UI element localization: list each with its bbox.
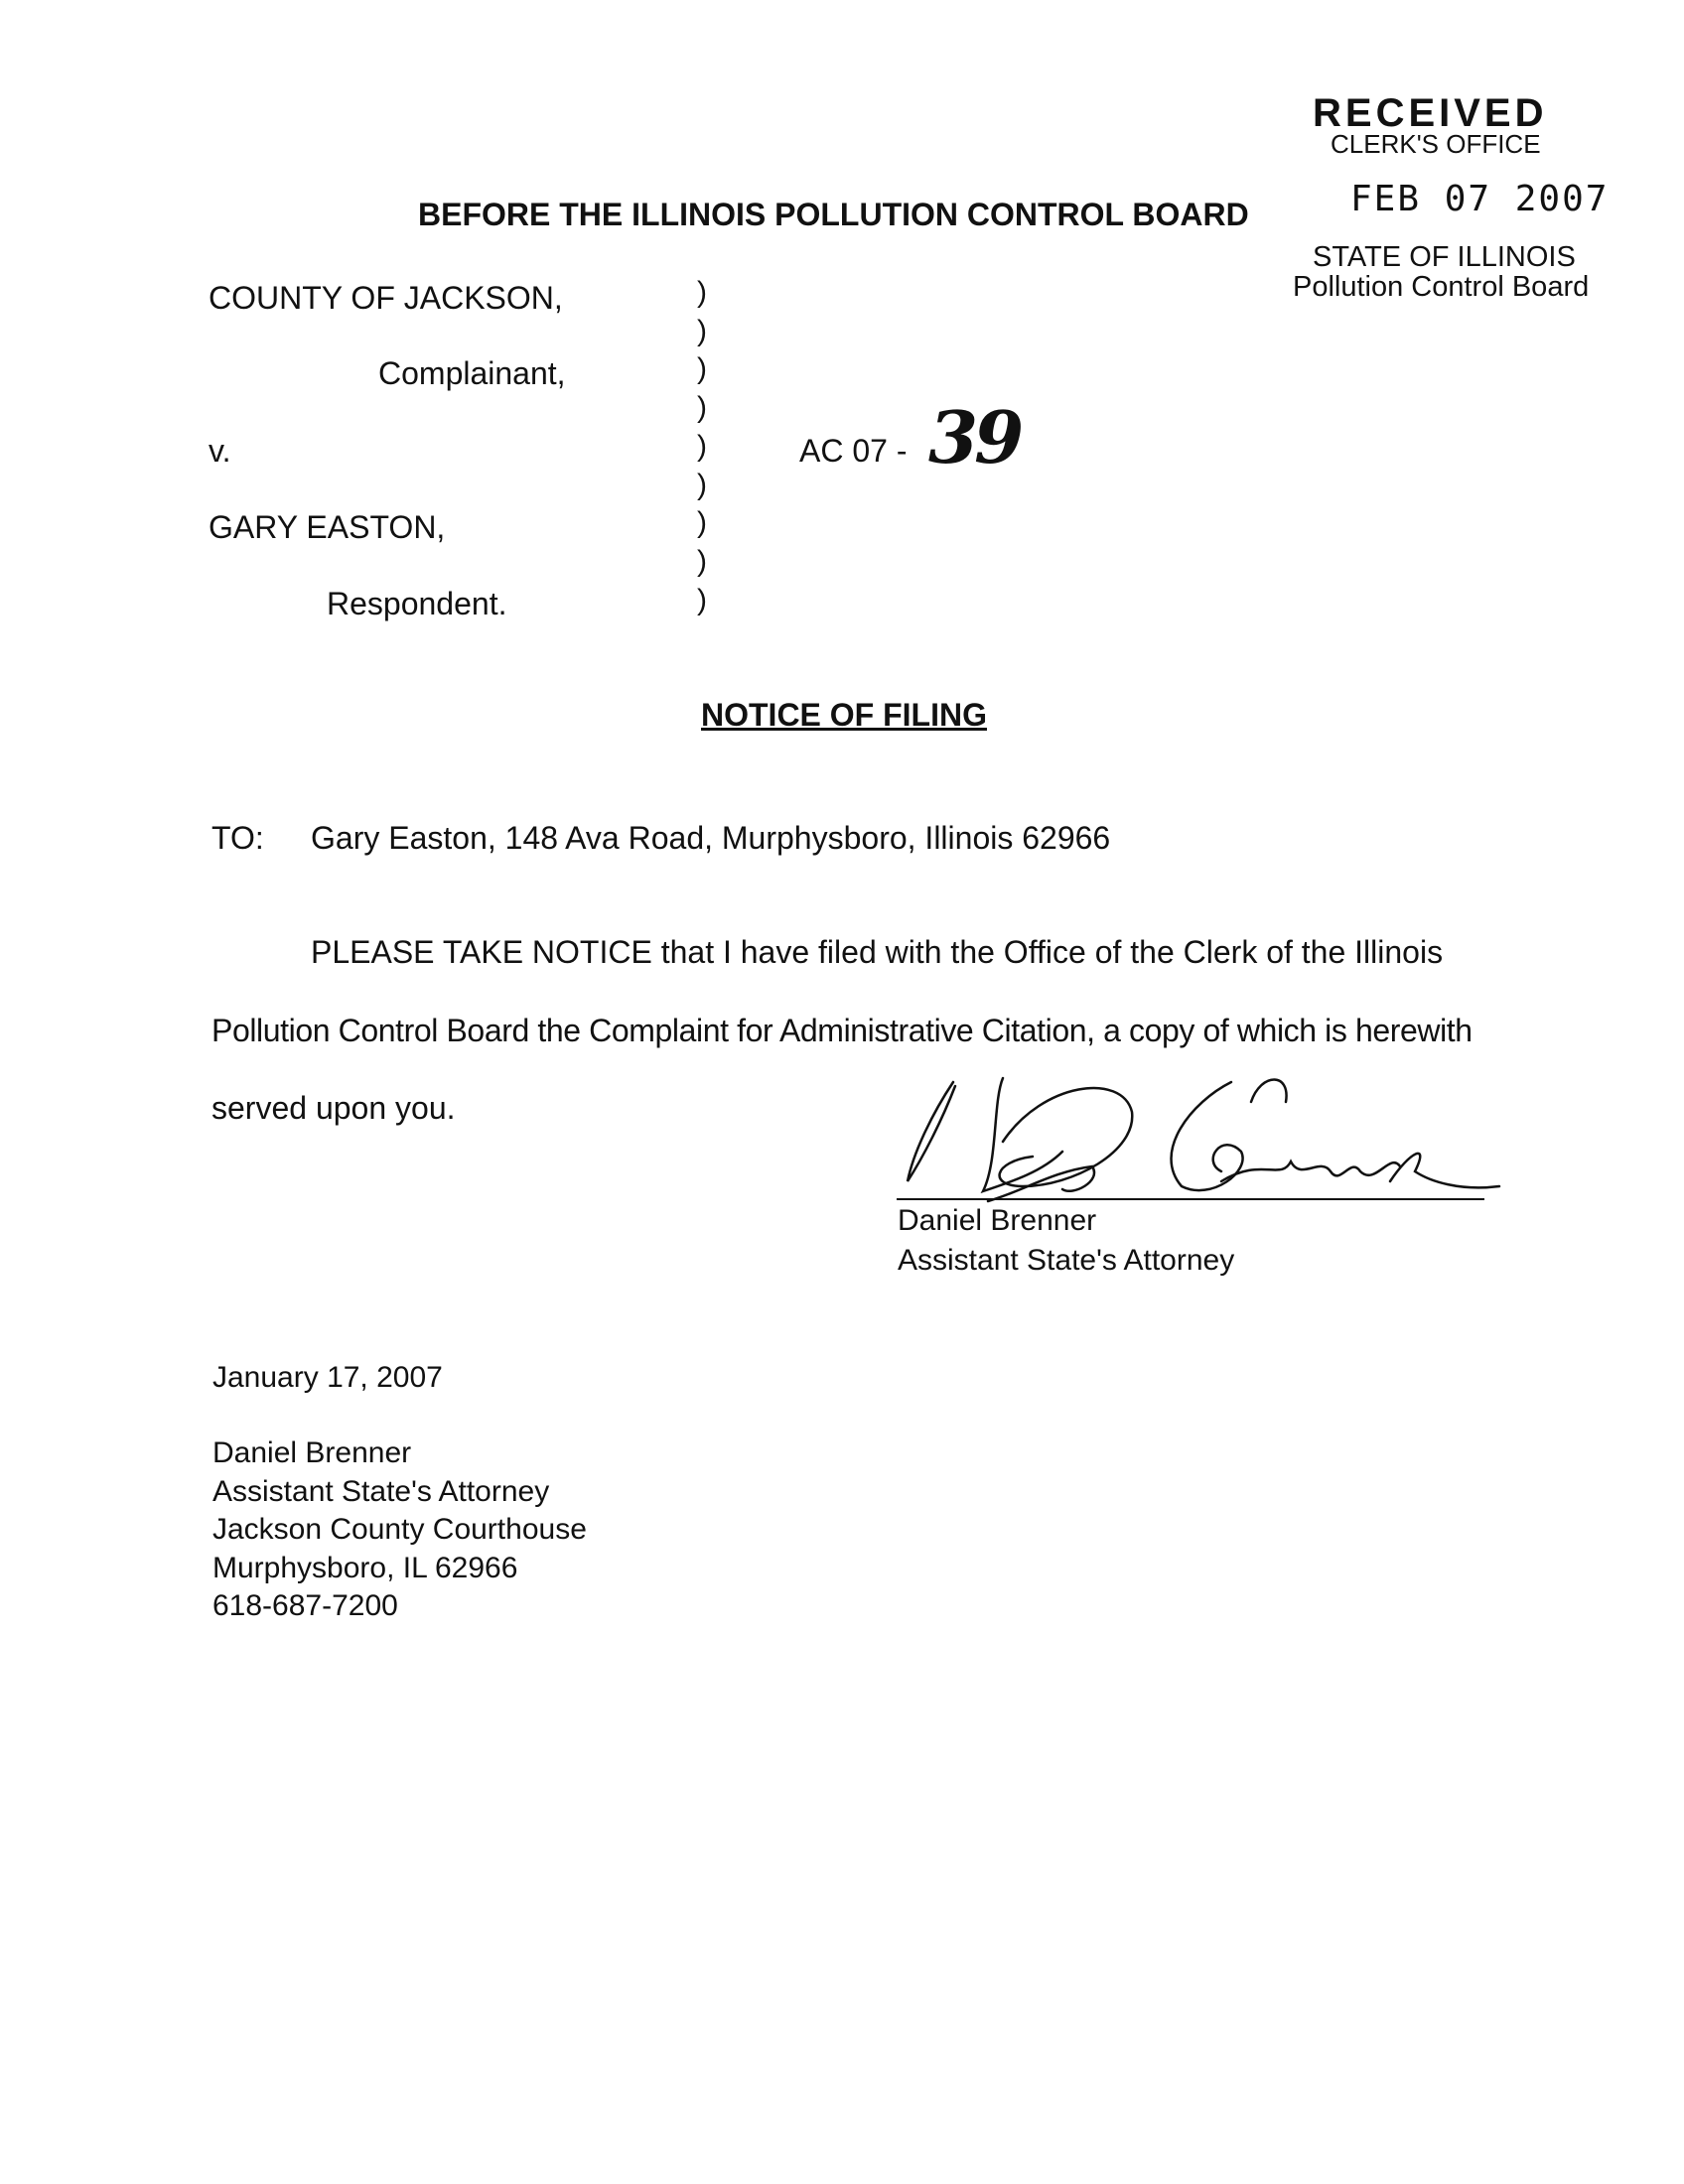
- case-number-handwritten: 39: [928, 395, 1021, 479]
- sender-title: Assistant State's Attorney: [212, 1475, 550, 1508]
- notice-title: NOTICE OF FILING: [701, 697, 987, 733]
- to-label: TO:: [211, 820, 264, 856]
- respondent-name: GARY EASTON,: [209, 509, 446, 545]
- complainant-name: COUNTY OF JACKSON,: [209, 280, 563, 316]
- stamp-received: RECEIVED: [1313, 91, 1548, 135]
- signer-title: Assistant State's Attorney: [898, 1244, 1235, 1277]
- stamp-date: FEB 07 2007: [1350, 179, 1610, 219]
- complainant-role: Complainant,: [378, 355, 566, 391]
- sender-phone: 618-687-7200: [212, 1589, 398, 1622]
- filing-date: January 17, 2007: [212, 1361, 443, 1394]
- signer-name: Daniel Brenner: [898, 1204, 1097, 1237]
- to-address: Gary Easton, 148 Ava Road, Murphysboro, Illinois 62966: [311, 820, 1111, 856]
- signature-line: [897, 1198, 1484, 1200]
- caption-parentheses: ) ) ) ) ) ) ) ) ): [697, 276, 707, 616]
- respondent-role: Respondent.: [327, 586, 507, 621]
- versus-label: v.: [209, 433, 231, 469]
- sender-office: Jackson County Courthouse: [212, 1513, 587, 1546]
- stamp-board: Pollution Control Board: [1293, 271, 1590, 303]
- handwritten-signature: [894, 1062, 1509, 1211]
- sender-city: Murphysboro, IL 62966: [212, 1552, 518, 1584]
- notice-body-line-2: Pollution Control Board the Complaint for Administrative Citation, a copy of which is herewith: [211, 1013, 1473, 1048]
- sender-name: Daniel Brenner: [212, 1436, 412, 1469]
- document-heading: BEFORE THE ILLINOIS POLLUTION CONTROL BOARD: [418, 197, 1249, 232]
- notice-body-line-3: served upon you.: [211, 1090, 456, 1126]
- notice-body-line-1: PLEASE TAKE NOTICE that I have filed with the Office of the Clerk of the Illinois: [311, 934, 1444, 970]
- case-number-prefix: AC 07 -: [799, 433, 908, 469]
- stamp-office: CLERK'S OFFICE: [1331, 129, 1541, 159]
- stamp-state: STATE OF ILLINOIS: [1313, 241, 1576, 273]
